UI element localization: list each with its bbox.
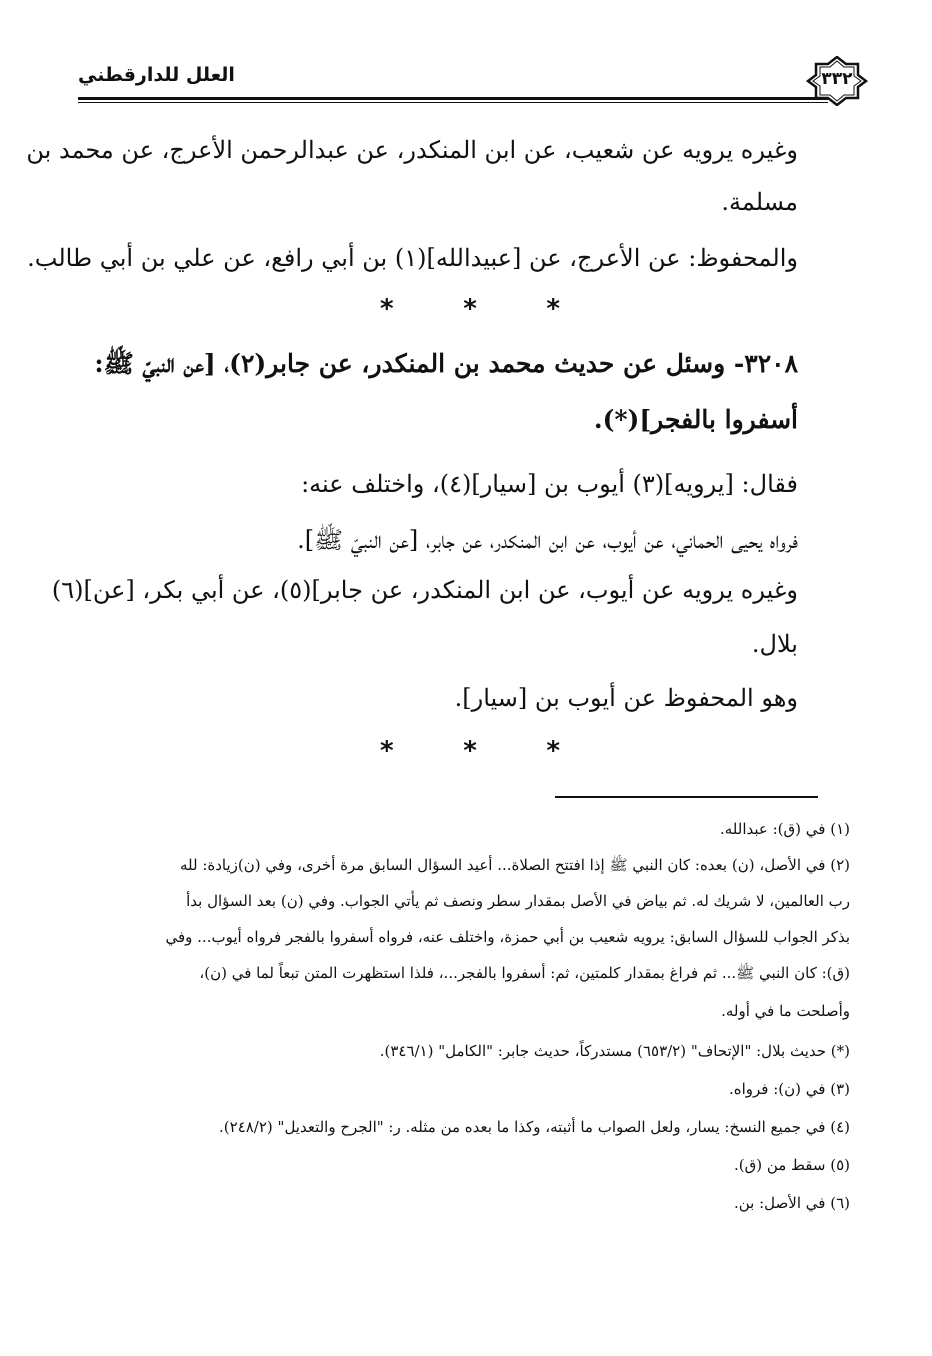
separator-star: * [463, 294, 477, 324]
separator-star: * [380, 294, 394, 324]
question-heading-line-2: أسفروا بالفجر](*). [593, 405, 798, 434]
footnote-1: (١) في (ق): عبدالله. [719, 820, 850, 838]
page-number-badge [806, 56, 868, 106]
footnote-3: (٣) في (ن): فرواه. [728, 1080, 850, 1098]
separator-star: * [546, 736, 560, 766]
footnote-2-line-3: بذكر الجواب للسؤال السابق: يرويه شعيب بن أبي حمزة، واختلف عنه، فرواه أسفروا بالفجر فرواه أيوب... وفي [165, 928, 850, 946]
body-line-answer: فقال: [يرويه](٣) أيوب بن [سيار](٤)، واختلف عنه: [301, 470, 798, 498]
footnote-rule [555, 796, 818, 798]
footnote-2-line-1: (٢) في الأصل، (ن) بعده: كان النبي ﷺ إذا افتتح الصلاة... أعيد السؤال السابق مرة أخرى، وفي (ن)زيادة: لله [179, 856, 850, 874]
footnote-star: (*) حديث بلال: "الإتحاف" (٦٥٣/٢) مستدركاً، حديث جابر: "الكامل" (٣٤٦/١). [379, 1042, 850, 1060]
question-heading-line-1: ٣٢٠٨- وسئل عن حديث محمد بن المنكدر، عن جابر(٢)، [عن النبيّ ﷺ: [94, 349, 798, 378]
footnote-5: (٥) سقط من (ق). [733, 1156, 850, 1174]
body-line-2: مسلمة. [721, 188, 798, 216]
header-rule-thin [78, 102, 828, 103]
footnote-2-line-5: وأصلحت ما في أوله. [721, 1002, 850, 1020]
body-line-1: وغيره يرويه عن شعيب، عن ابن المنكدر، عن عبدالرحمن الأعرج، عن محمد بن [26, 136, 798, 164]
footnote-6: (٦) في الأصل: بن. [734, 1194, 850, 1212]
footnote-4: (٤) في جميع النسخ: يسار، ولعل الصواب ما أثبته، وكذا ما بعده من مثله. ر: "الجرح والتعديل" (٢٤٨/٢). [219, 1118, 850, 1136]
footnote-2-line-4: (ق): كان النبي ﷺ... ثم فراغ بمقدار كلمتين، ثم: أسفروا بالفجر...، فلذا استظهرت المتن تبعاً لما في (ن)، [199, 964, 850, 982]
body-line-3: والمحفوظ: عن الأعرج، عن [عبيدالله](١) بن أبي رافع، عن علي بن أبي طالب. [27, 244, 798, 272]
body-line-narration-2: وغيره يرويه عن أيوب، عن ابن المنكدر، عن جابر](٥)، عن أبي بكر، [عن](٦) [51, 576, 798, 604]
footnote-2-line-2: رب العالمين، لا شريك له. ثم بياض في الأصل بمقدار سطر ونصف ثم يأتي الجواب. وفي (ن) بعد السؤال بدأ [186, 892, 850, 910]
body-line-narration-1: فرواه يحيى الحماني، عن أيوب، عن ابن المنكدر، عن جابر، [عن النبيّ ﷺ]. [297, 526, 798, 554]
separator-star: * [463, 736, 477, 766]
section-separator-2 [380, 736, 560, 766]
page-number: ٣٣٢ [821, 69, 853, 89]
body-line-narration-3: بلال. [751, 630, 798, 658]
body-line-conclusion: وهو المحفوظ عن أيوب بن [سيار]. [454, 684, 798, 712]
page-header [78, 56, 868, 106]
running-title: العلل للدارقطني [78, 64, 235, 86]
section-separator [380, 294, 560, 324]
header-rule [78, 97, 828, 100]
separator-star: * [546, 294, 560, 324]
separator-star: * [380, 736, 394, 766]
